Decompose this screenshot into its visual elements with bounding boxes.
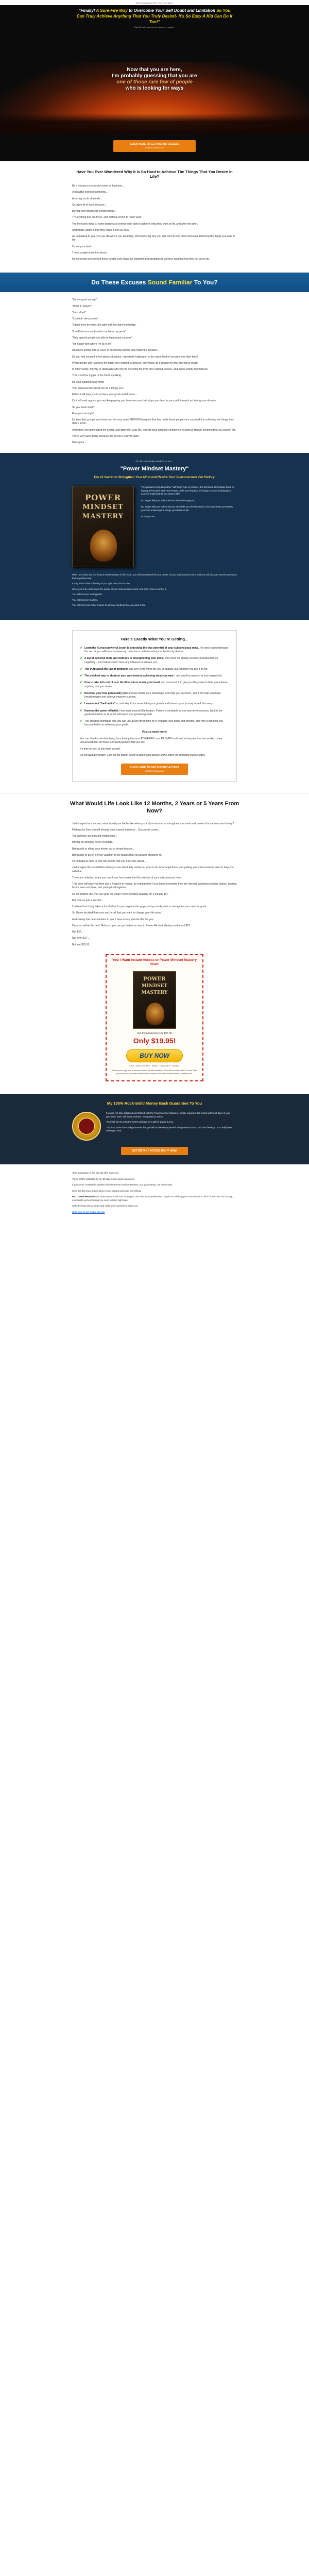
excuses-paragraph: Research shows that in 100% of successful people who make the decision... bbox=[72, 349, 160, 352]
hero-subheadline: Train life will never be the same ever again... bbox=[134, 26, 175, 29]
excuses-paragraph: "What if I failed?" bbox=[72, 304, 92, 308]
excuses-paragraph: "I am afraid" bbox=[72, 311, 87, 314]
included-item-bold: Learn about "bad habits" bbox=[84, 702, 115, 706]
excuses-paragraph: It's your subconscious mind. bbox=[72, 380, 105, 384]
product-title: "Power Mindset Mastery" bbox=[120, 465, 189, 472]
order-fine-print: Secure your copy now at this price within 24 with available. Price will be restored in 24 hours. After your purchase, you will receive instant access to the entire Power Mindset Mastery book. bbox=[112, 1070, 197, 1075]
why-hard-paragraph: As compared to you, you are still where you are today, still wondering why you just can't be like them and keep achieving the things you want in life. bbox=[72, 235, 235, 242]
hero-section bbox=[0, 5, 309, 161]
excuses-paragraph: "Only special people are able to have great success" bbox=[72, 336, 132, 340]
future-paragraph: If you act within the next 24 hours, you can get instant access to Power Mindset Mastery and at not $97. bbox=[72, 924, 191, 927]
hero-overlay-text bbox=[0, 67, 309, 92]
included-item bbox=[80, 657, 229, 665]
why-hard-paragraph: These people know the secret. bbox=[72, 251, 108, 255]
product-after-paragraph: It may sound absurdly easy to you right now, but it's true. bbox=[72, 582, 131, 585]
section-excuses bbox=[72, 292, 237, 445]
future-paragraph: There are unlimited when you truly know how to use the full potential of your subconscious mind. bbox=[72, 876, 182, 879]
get-instant-access-button[interactable] bbox=[113, 140, 196, 151]
included-item-bold: The truth about the law of attraction bbox=[84, 667, 129, 671]
cta-label-2: CLICK HERE TO GET INSTANT ACCESS bbox=[130, 766, 179, 769]
excuses-paragraph: In other words, they try to rationalize why they're not living the lives they wanted to have, and hence justify their failures. bbox=[72, 368, 209, 371]
postscript bbox=[72, 1195, 237, 1202]
included-item-text: How to take full control over the little voices inside your head, and command it to give you the power to help you achieve anything that you desire. bbox=[84, 681, 228, 688]
included-item bbox=[80, 668, 229, 671]
future-paragraph: I believe that it truly takes a lot of effort for you to get to this page, and you truly want to strengthen your mind for good. bbox=[72, 905, 207, 909]
included-item-bold: The quickest way to shortcut your way towards achieving what you want bbox=[84, 674, 174, 678]
excuses-paragraph: So you know what? bbox=[72, 405, 95, 409]
product-row bbox=[72, 486, 237, 567]
included-item bbox=[80, 647, 229, 654]
why-hard-paragraph: It's not your fault. bbox=[72, 245, 92, 248]
checkmark-icon: ✔ bbox=[80, 667, 83, 671]
plus-more-text: Plus so much more! bbox=[142, 730, 167, 734]
guarantee-text bbox=[106, 1112, 237, 1135]
future-paragraph: But hold on just a second... bbox=[72, 899, 104, 902]
product-side-paragraph: This product isn't just another "self-help" type of product, it is full blown 10 Chapter book on having a PROVEN and Time-Tested, Safe and Practical technique to use immediately to achieve anything that you want in life! bbox=[141, 486, 235, 496]
checkmark-icon: ✔ bbox=[80, 691, 83, 695]
headline-part-1: "Finally! bbox=[78, 8, 96, 13]
crowd-silhouette bbox=[0, 113, 309, 134]
guarantee-paragraph: You'll still get to keep the entire package as a gift for giving it a try. bbox=[106, 1121, 174, 1124]
guarantee-cta-label: GET INSTANT ACCESS RIGHT NOW! bbox=[132, 1149, 177, 1153]
product-side-paragraph: No longer will your subconscious mind tells you the hundreds of excuses that's preventing you from achieving the things you desire in life. bbox=[141, 505, 233, 512]
section-heading-future: What Would Life Look Like 12 Months, 2 Years or 5 Years From Now? bbox=[70, 801, 239, 814]
included-item-bold: Discover your true personality type bbox=[84, 691, 128, 695]
product-after-paragraph: Once you truly understand the power of your subconscious mind, and learn how to control it, bbox=[72, 587, 167, 590]
book-title-line-2: MINDSET bbox=[82, 503, 124, 512]
included-item-text: The quickest way to shortcut your way towards achieving what you want - and you'd be amazed at how simple it is! bbox=[84, 674, 222, 678]
closing-body bbox=[72, 1172, 237, 1193]
included-item-bold: Harness the power of belief. bbox=[84, 709, 119, 713]
why-hard-paragraph: And what's unfair is that they make it look so easy. bbox=[72, 228, 130, 232]
guarantee-paragraph: If you're not fully delighted and thrilled with the Power Mindset Mastery, simply request a full refund within 60 days of your purchase, and I will issue a refund - no questions asked. bbox=[106, 1112, 231, 1118]
included-item-text: Harness the power of belief. How most powerful life leaders. Failure is inevitable in your journey to success, but it is the greatest teacher of all which will serve your greatest growth. bbox=[84, 709, 222, 716]
section-why-hard-body bbox=[72, 184, 237, 261]
why-hard-paragraph: Amazing circle of friends... bbox=[72, 197, 102, 200]
cta-small-label: INSTANT DOWNLOAD bbox=[145, 147, 164, 149]
future-paragraph: Just imagine the possibilities when you are absolutely certain on what to do, how to get there, and getting your subconscious mind to help you with that. bbox=[72, 866, 234, 873]
checkmark-icon: ✔ bbox=[80, 657, 83, 660]
included-item-text: The amazing technique that you can use at any given time to re-evaluate your goals and dreams, and how it can help you become better at achieving your goals. bbox=[84, 720, 223, 727]
future-paragraph: And seeing that determination in you, I have a very special offer for you. bbox=[72, 918, 154, 921]
product-after-paragraph: When you learn the techniques and strategies in this book, you will understand the true power of your subconscious mind and you will discover secrets you won't find anywhere else. bbox=[72, 573, 237, 580]
future-paragraph: Having an amazing circle of friends... bbox=[72, 841, 114, 844]
hero-line-1: Now that you are here, bbox=[127, 67, 182, 73]
excuses-paragraph: "It will take too much work to achieve my goals" bbox=[72, 330, 126, 333]
order-book-head-illustration bbox=[146, 1003, 164, 1025]
product-side-paragraph: Not anymore. bbox=[141, 515, 156, 518]
future-paragraph: Just imagine for a second, what would your life be like when you truly know how to strengthen your mind and rewire it for success and victory? bbox=[72, 822, 234, 825]
excuses-paragraph: Enough is enough! bbox=[72, 412, 94, 415]
ps-access-link[interactable]: Click here to get instant access! bbox=[72, 1210, 105, 1213]
product-subtitle: The #1 Secret to Strengthen Your Mind and Rewire Your Subconscious For Victory! bbox=[93, 476, 216, 479]
included-item-text: A list of powerful tools and methods to strengthening your mind. Your mind will literally become bulletproof to all negativity - your failures won't have any influence at all over you. bbox=[84, 657, 218, 664]
why-hard-paragraph: Or enjoy all of lives pleasure... bbox=[72, 203, 107, 207]
excuses-paragraph: Your subconscious mind can do 2 things you: bbox=[72, 386, 124, 390]
included-note: You can literally see data being from having the most POWERFUL and PROVEN tools and techniques that has worked many unsuccessful for all those successful people that you see. bbox=[80, 737, 222, 744]
checkmark-icon: ✔ bbox=[80, 646, 83, 650]
excuses-paragraph: "I can't do the process" bbox=[72, 317, 98, 320]
why-hard-paragraph: It's not rocket science but these people truly know the blueprint and strategies to achieve anything that they set out to do. bbox=[72, 258, 210, 261]
excuses-paragraph: "I'm happy with where I'm at in life." bbox=[72, 343, 113, 346]
banner-text-1: Do These Excuses bbox=[91, 279, 148, 286]
banner-text-2: To You? bbox=[192, 279, 218, 286]
original-price: Get Instant Access For $97.00 bbox=[137, 1031, 172, 1035]
closing-section bbox=[72, 1172, 237, 1214]
excuses-paragraph: Here goes... bbox=[72, 441, 87, 444]
closing-paragraph: Click the Buy Now button above to get instant access to everything. bbox=[72, 1189, 142, 1192]
section-why-hard bbox=[72, 161, 237, 262]
excuses-paragraph: "I'm not good enough" bbox=[72, 298, 97, 302]
product-description bbox=[141, 486, 237, 567]
future-paragraph: Or perhaps be able to help the people that you truly care about... bbox=[72, 860, 146, 863]
top-strip-text: Still feeling stuck in life? You're not alone. bbox=[135, 2, 174, 4]
headline-part-2: to Overcome Your Self Doubt and Limitation bbox=[127, 8, 217, 13]
product-after-text bbox=[72, 573, 237, 607]
order-book-line-2: MINDSET bbox=[141, 983, 168, 989]
get-instant-access-button-2[interactable] bbox=[121, 764, 188, 775]
future-paragraph: Being able to afford your dream car or dream houses... bbox=[72, 847, 135, 851]
order-book-line-3: MASTERY bbox=[141, 990, 168, 995]
payment-cards: VISA · MASTERCARD · AMEX · DISCOVER · PAYPAL bbox=[129, 1064, 180, 1067]
why-hard-paragraph: A beautiful loving relationship... bbox=[72, 191, 108, 194]
section-future-body bbox=[72, 822, 237, 947]
section-future bbox=[72, 822, 237, 947]
cta-label: CLICK HERE TO GET INSTANT ACCESS bbox=[130, 143, 179, 146]
top-strip bbox=[0, 0, 309, 5]
ps-bold: P.S. - 100% PROVEN bbox=[72, 1195, 95, 1198]
cta-small-label-2: INSTANT DOWNLOAD bbox=[145, 770, 164, 773]
guarantee-paragraph: This is a 100% iron-clad guarantee that you will not be disappointed. No questions asked. No hard feelings. You really have nothing to lose. bbox=[106, 1126, 233, 1132]
included-item-bold: Learn the #1 most powerful secret to unlocking the true potential of your subconscious mind. bbox=[84, 646, 199, 650]
product-after-paragraph: You will become fearless. bbox=[72, 598, 98, 601]
headline-highlight-1: A Sure-Fire Way bbox=[96, 8, 128, 13]
headline-highlight-2: So You Can Truly Achieve Anything That You Truly Desire!- It's So Easy A Kid Can Do It Too!" bbox=[76, 8, 233, 24]
excuses-paragraph: It's time that you get your hands on the very same PROVEN blueprint that has made these people very successful in achieving the things they desire in life. bbox=[72, 418, 234, 426]
order-book-cover bbox=[133, 971, 176, 1029]
why-hard-paragraph: Be it having a successful career or business... bbox=[72, 184, 125, 188]
hero-line-2: I'm probably guessing that you are bbox=[112, 73, 197, 79]
included-item-text: Learn about "bad habits" in, and why it's incremental to your growth and towards your journey of self discovery. bbox=[84, 702, 213, 706]
book-title-line-1: POWER bbox=[84, 493, 122, 503]
included-item bbox=[80, 702, 229, 706]
future-paragraph: Not even $27... bbox=[72, 937, 90, 940]
why-hard-paragraph: Try anything that out there, and nothing seems to really work. bbox=[72, 216, 142, 219]
checkmark-icon: ✔ bbox=[80, 674, 83, 678]
included-note-2: It's time for you to join them as well. bbox=[80, 748, 121, 751]
sale-price: Only $19.95! bbox=[133, 1037, 176, 1045]
future-paragraph: Perhaps by then you will already have a great business... Successful career... bbox=[72, 828, 161, 832]
hero-line-4: who is looking for ways bbox=[125, 86, 184, 92]
order-book-line-1: POWER bbox=[143, 976, 166, 982]
included-item-text: The truth about the law of attraction and why it will works for you or against you, whether you like it or not. bbox=[84, 667, 208, 671]
checkmark-icon: ✔ bbox=[80, 681, 83, 685]
future-paragraph: Not $37... bbox=[72, 930, 83, 934]
ps-final: Only the bold will act today and make your investment right now. bbox=[72, 1205, 139, 1208]
closing-paragraph: Take advantage of this special offer right now. bbox=[72, 1172, 119, 1175]
hero-image bbox=[0, 62, 309, 134]
order-box bbox=[106, 954, 203, 1081]
included-item-bold: How to take full control over the little voices inside your head bbox=[84, 681, 160, 685]
included-item bbox=[80, 681, 229, 689]
included-item bbox=[80, 674, 229, 678]
included-item-text: Discover your true personality type and use that to your advantage, and help you succeed - and it will help you make breakthroughs and achieve massive success. bbox=[84, 691, 221, 699]
excuses-paragraph: You're very lucky today because the secret is easy to learn. bbox=[72, 434, 140, 438]
excuses-paragraph: "I don't have the time, the right skill, the right knowledge" bbox=[72, 324, 137, 327]
guarantee-section bbox=[0, 1094, 309, 1164]
included-item-text: Learn the #1 most powerful secret to unlocking the true potential of your subconscious mind. For once you understand the secret, you will have unwavering conviction to achieve what your heart truly desires. bbox=[84, 646, 229, 654]
book-title-line-3: MASTERY bbox=[82, 513, 124, 521]
excuses-paragraph: Either it will help you to achieve your goals and dreams... bbox=[72, 393, 138, 396]
hero-line-3: one of those rare few of people bbox=[116, 79, 193, 86]
section-excuses-body bbox=[72, 298, 237, 445]
product-intro-text: I'd Like to Proudly Introduce to You... bbox=[135, 460, 174, 463]
included-item bbox=[80, 692, 229, 700]
hero-headline bbox=[75, 8, 234, 25]
checkmark-icon: ✔ bbox=[80, 709, 83, 713]
future-paragraph: So I have decided that once and for all that you want to change your life today. bbox=[72, 911, 162, 915]
excuses-paragraph: When people don't achieve the goals they wanted to achieve, they make up a reason for why they fail to reach. bbox=[72, 361, 198, 365]
included-note-3: Do not wait any longer. Click on the button below to get instant access to the entire life-changing course today. bbox=[80, 753, 205, 757]
future-paragraph: But just $19.95. bbox=[72, 943, 90, 946]
product-side-paragraph: No longer will your subconscious mind sabotage you. bbox=[141, 499, 196, 502]
product-after-paragraph: You will become unstoppable. bbox=[72, 593, 103, 596]
whats-included-box bbox=[72, 630, 237, 782]
order-heading: Yes! I Want Instant Access to Power Mindset Mastery Now! bbox=[112, 958, 197, 967]
excuses-paragraph: And when you understand the secret, and apply it in your life, you will have absolute confidence to achieve literally anything that you want in life. bbox=[72, 428, 236, 432]
banner-highlight: Sound Familiar bbox=[147, 279, 193, 286]
book-head-illustration bbox=[90, 530, 117, 562]
excuses-paragraph: This is not the trigger or the Devil speaking... bbox=[72, 374, 123, 378]
why-hard-paragraph: Yet, the funny thing is, some people just seems to be able to achieve what they want in life, and after the other. bbox=[72, 222, 198, 226]
product-book-cover bbox=[72, 486, 134, 567]
whats-included-heading: Here's Exactly What You're Getting... bbox=[121, 637, 188, 641]
future-paragraph: You will have an amazing relationship... bbox=[72, 835, 117, 838]
excuses-banner bbox=[0, 273, 309, 292]
included-items-list bbox=[80, 647, 229, 727]
excuses-paragraph: Or it will work against you and keep giving you these excuses that stops you dead in your path towards achieving your dreams. bbox=[72, 399, 217, 403]
product-intro-section bbox=[0, 453, 309, 620]
checkmark-icon: ✔ bbox=[80, 720, 83, 723]
product-after-paragraph: You will truly learn what it takes to achieve anything that you want in life. bbox=[72, 604, 146, 607]
section-heading-why-hard: Have You Ever Wondered Why It Is So Hard to Achieve The Things That You Desire In Life? bbox=[76, 169, 233, 179]
future-paragraph: This book will save you time and a heap lot of money, as compared to if you learn elsewhere from the Internet, watching youtube videos, reading books here and there, and putting it all together. bbox=[72, 883, 237, 890]
included-item bbox=[80, 720, 229, 727]
buy-now-button[interactable]: BUY NOW bbox=[126, 1049, 183, 1062]
seal-center bbox=[78, 1118, 95, 1134]
guarantee-seal-icon bbox=[72, 1112, 101, 1141]
checkmark-icon: ✔ bbox=[80, 702, 83, 706]
included-item bbox=[80, 709, 229, 717]
future-paragraph: Being able to go on a cycle vacation to the places that you always dreamed of... bbox=[72, 853, 163, 857]
ps-text: and Time-Tested Tools and Strategies, and with a comprehensive chapter on rewiring your subconscious mind for success and victory, you literally got everything you need to learn right now. bbox=[72, 1195, 233, 1201]
why-hard-paragraph: Buying your dream car, dream house... bbox=[72, 210, 117, 213]
included-item-bold: A list of powerful tools and methods to strengthening your mind. bbox=[84, 657, 164, 660]
closing-paragraph: You're 100% protected by my 30-day money back guarantee. bbox=[72, 1177, 135, 1180]
closing-paragraph: If you aren't completely satisfied with the Power Mindset Mastery, you pay nothing. It's that simple. bbox=[72, 1183, 173, 1187]
guarantee-heading: My 100% Rock-Solid Money Back Guarantee To You bbox=[107, 1101, 202, 1106]
future-paragraph: So the bottom line, you can grab the entire Power Mindset Mastery for a measly $97. bbox=[72, 892, 169, 896]
get-instant-access-now-button[interactable] bbox=[121, 1147, 188, 1155]
excuses-paragraph: Do you find yourself in the above situations, repeatedly holding on to the same kind of excuses time after time? bbox=[72, 355, 199, 359]
